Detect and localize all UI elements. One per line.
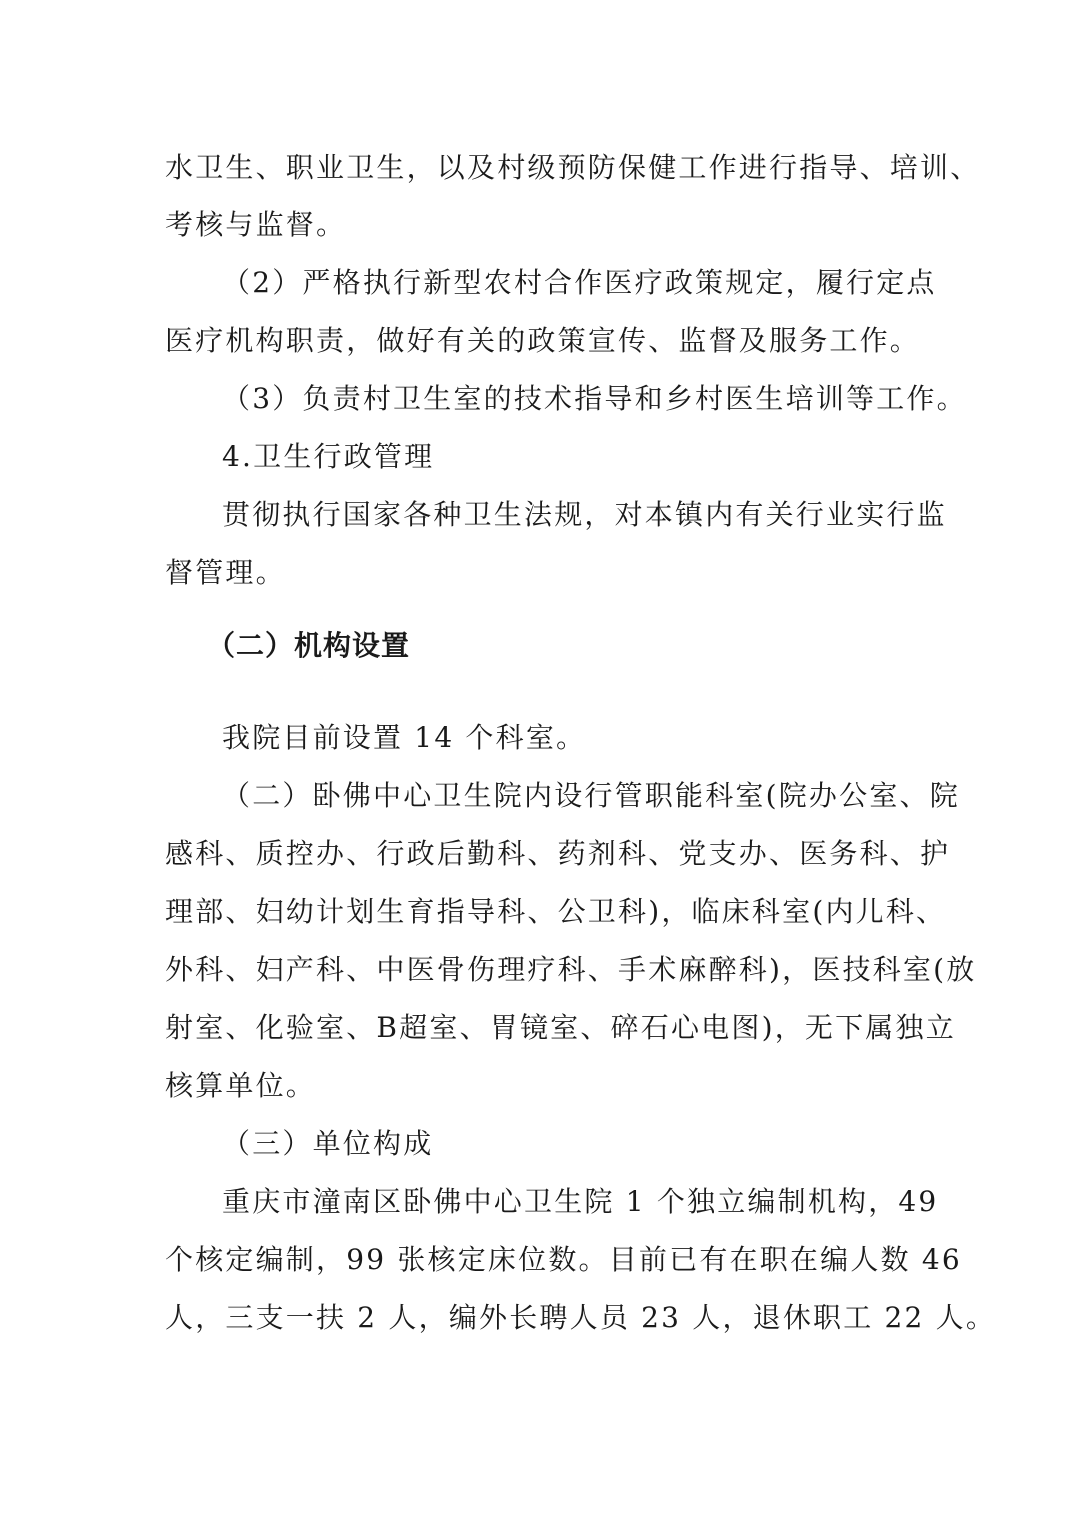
paragraph-line: 感科、质控办、行政后勤科、药剂科、党支办、医务科、护 [165, 837, 951, 870]
paragraph-line: 医疗机构职责，做好有关的政策宣传、监督及服务工作。 [165, 324, 921, 357]
paragraph-line: 个核定编制，99 张核定床位数。目前已有在职在编人数 46 [165, 1243, 962, 1276]
paragraph-line: 督管理。 [165, 556, 286, 589]
section-subheading: （三）单位构成 [222, 1127, 434, 1160]
paragraph-line: 核算单位。 [165, 1069, 317, 1102]
paragraph-line: 重庆市潼南区卧佛中心卫生院 1 个独立编制机构，49 [222, 1185, 939, 1218]
paragraph-line: 理部、妇幼计划生育指导科、公卫科)，临床科室(内儿科、 [165, 895, 947, 928]
paragraph-line: （2）严格执行新型农村合作医疗政策规定，履行定点 [222, 266, 937, 299]
paragraph-line: （3）负责村卫生室的技术指导和乡村医生培训等工作。 [222, 382, 967, 415]
paragraph-line: 外科、妇产科、中医骨伤理疗科、手术麻醉科)，医技科室(放 [165, 953, 977, 986]
paragraph-line: 水卫生、职业卫生，以及村级预防保健工作进行指导、培训、 [165, 151, 981, 184]
paragraph-line: 射室、化验室、B超室、胃镜室、碎石心电图)，无下属独立 [165, 1011, 956, 1044]
paragraph-line: 贯彻执行国家各种卫生法规，对本镇内有关行业实行监 [222, 498, 947, 531]
section-subheading: 4.卫生行政管理 [222, 440, 435, 473]
paragraph-line: （二）卧佛中心卫生院内设行管职能科室(院办公室、院 [222, 779, 960, 812]
paragraph-line: 考核与监督。 [165, 208, 347, 241]
section-heading: （二）机构设置 [207, 629, 411, 662]
paragraph-line: 人，三支一扶 2 人，编外长聘人员 23 人，退休职工 22 人。 [165, 1301, 997, 1334]
paragraph-line: 我院目前设置 14 个科室。 [222, 721, 587, 754]
